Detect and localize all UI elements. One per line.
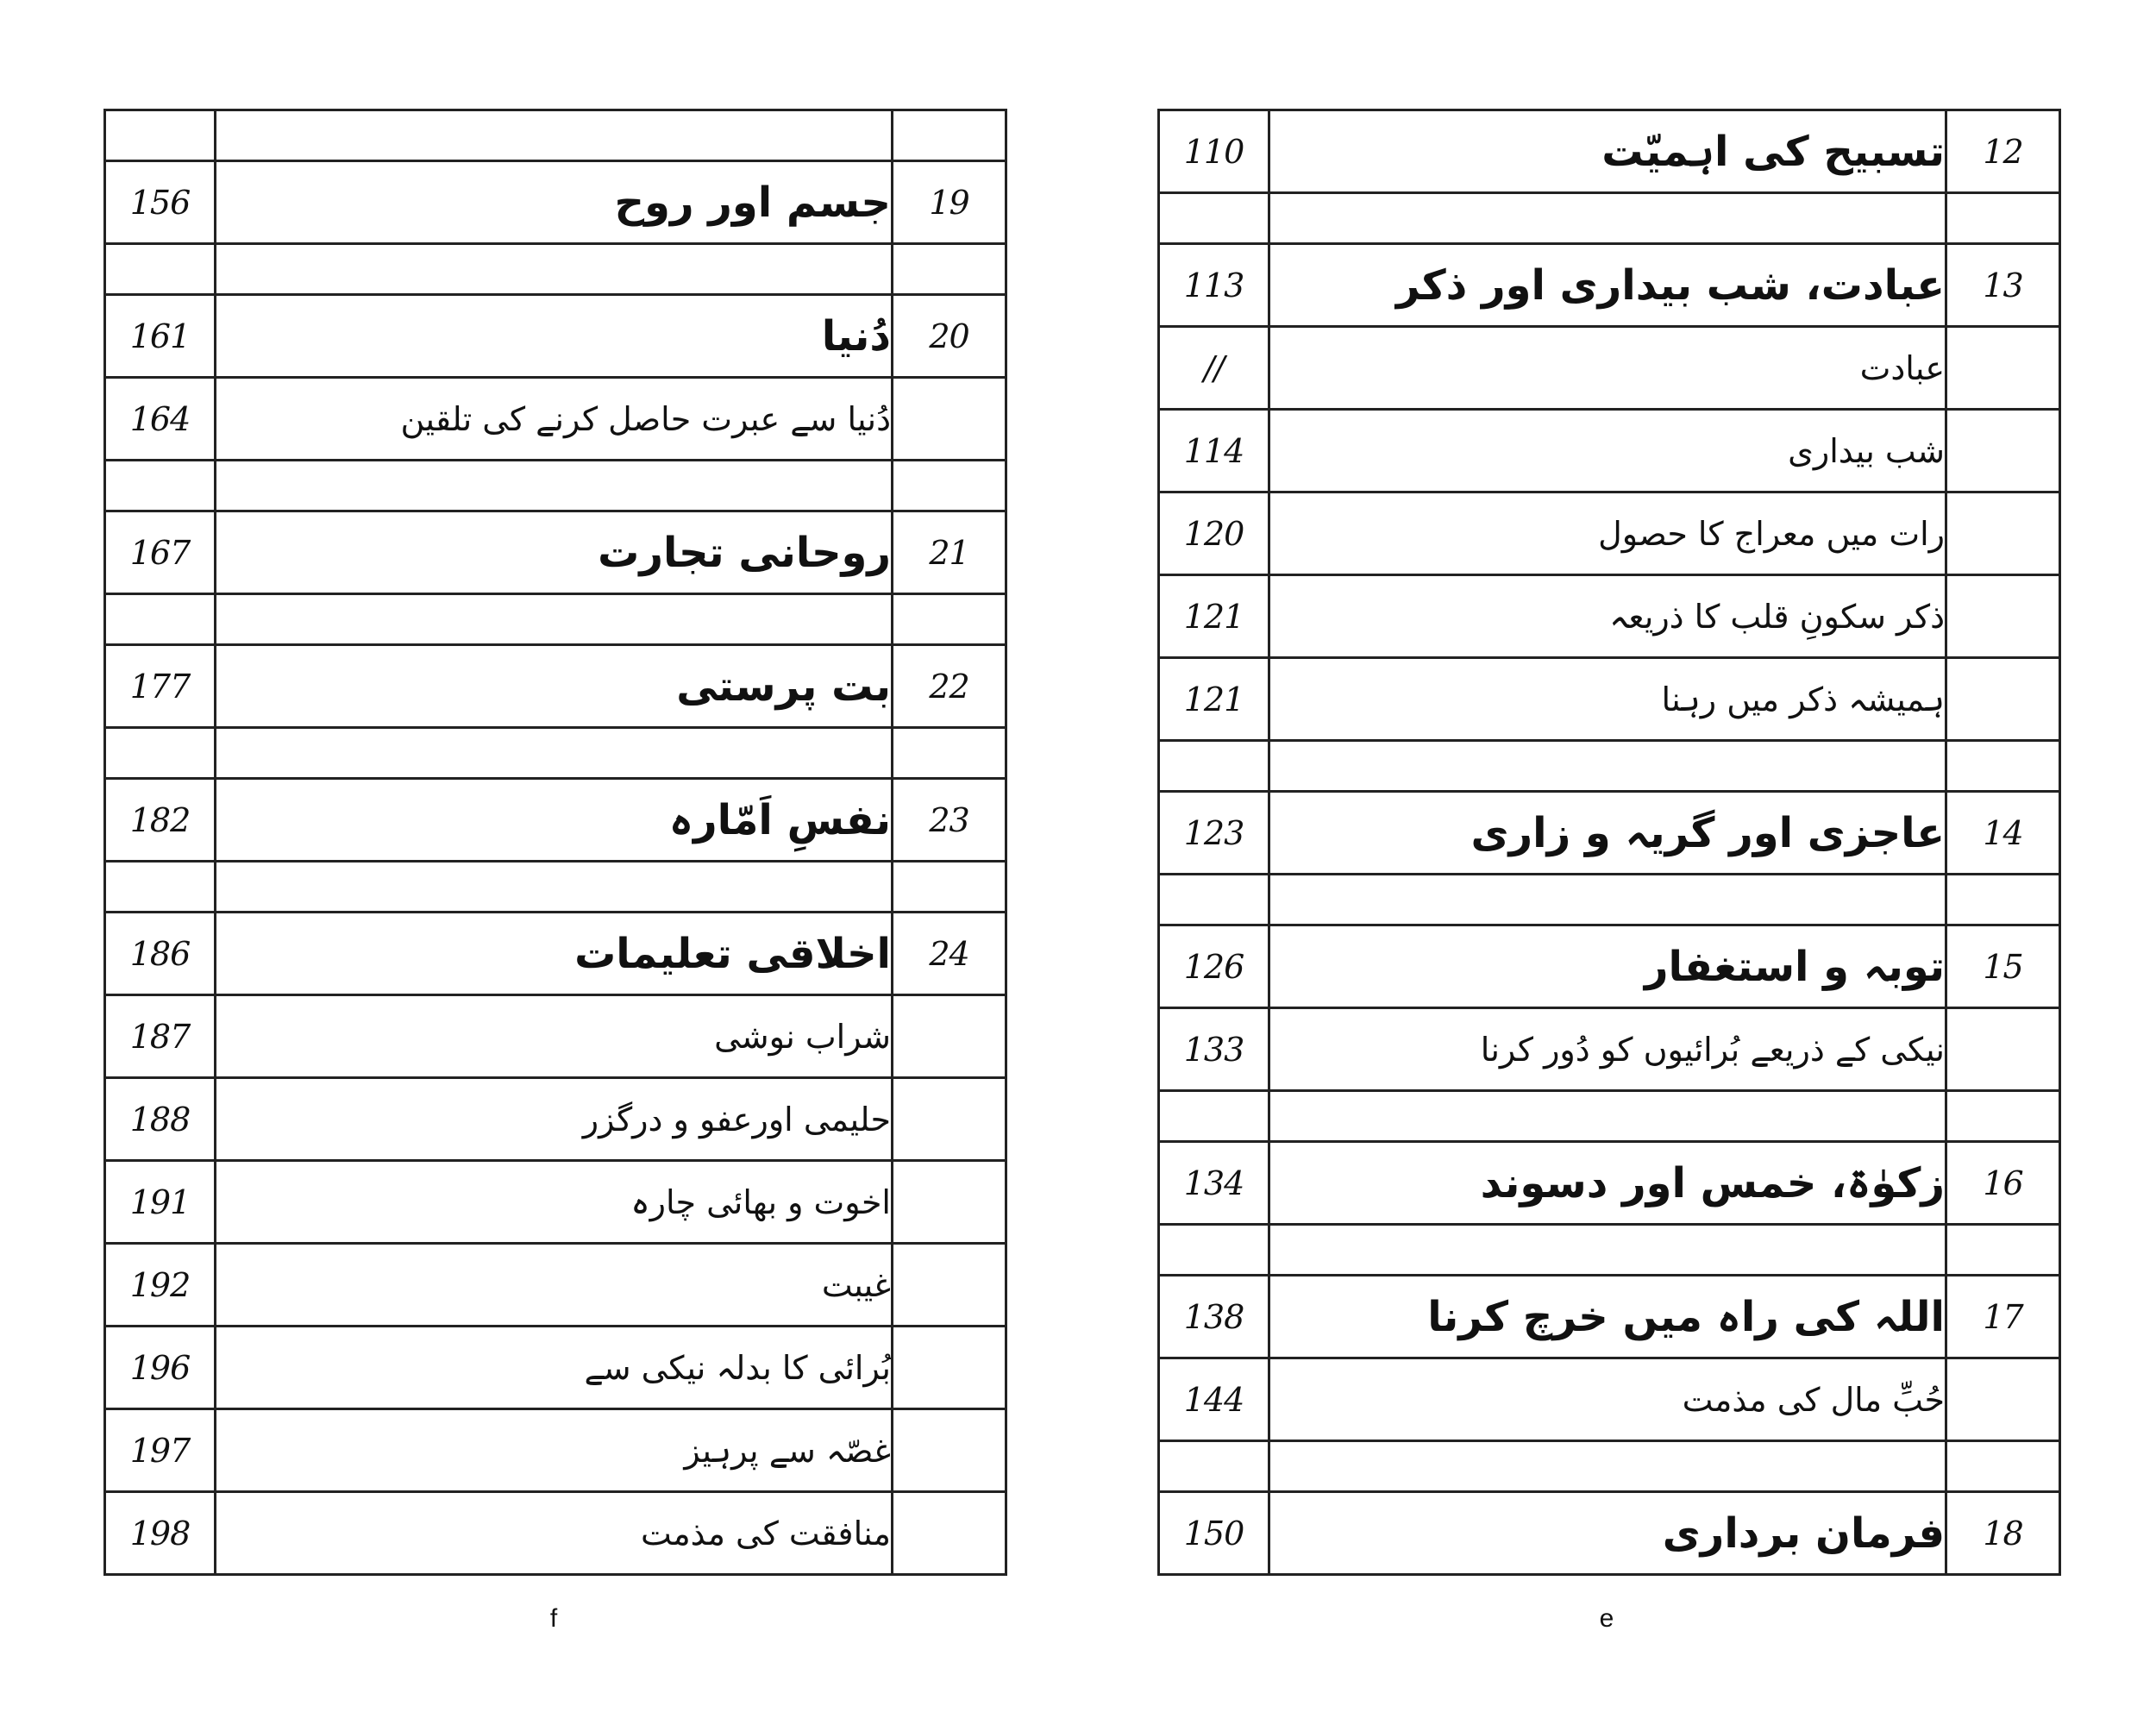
chapter-number: 13 bbox=[1946, 244, 2060, 327]
page-footer-letter-left: f bbox=[549, 1604, 558, 1633]
chapter-row bbox=[1159, 1142, 2060, 1225]
chapter-number bbox=[1946, 410, 2060, 492]
section-title bbox=[216, 594, 893, 645]
page-number: // bbox=[1159, 327, 1269, 410]
section-title: حلیمی اورعفو و درگزر bbox=[216, 1078, 893, 1161]
chapter-number bbox=[893, 1492, 1006, 1575]
section-title: بُرائی کا بدلہ نیکی سے bbox=[216, 1327, 893, 1409]
chapter-number bbox=[1946, 1358, 2060, 1441]
chapter-row bbox=[105, 913, 1006, 995]
chapter-number bbox=[1946, 327, 2060, 410]
chapter-number bbox=[1946, 492, 2060, 575]
chapter-title: تسبیح کی اہمیّت bbox=[1269, 110, 1946, 193]
section-row bbox=[105, 1161, 1006, 1244]
chapter-number bbox=[1946, 1441, 2060, 1492]
chapter-number: 23 bbox=[893, 779, 1006, 862]
section-row bbox=[105, 1078, 1006, 1161]
spacer-row bbox=[105, 728, 1006, 779]
chapter-number bbox=[893, 1409, 1006, 1492]
toc-page-left bbox=[103, 109, 1005, 1576]
chapter-number bbox=[1946, 658, 2060, 741]
section-title: ذکر سکونِ قلب کا ذریعہ bbox=[1269, 575, 1946, 658]
toc-page-right bbox=[1157, 109, 2059, 1576]
page-number bbox=[105, 594, 216, 645]
section-title bbox=[1269, 1091, 1946, 1142]
page-number: 188 bbox=[105, 1078, 216, 1161]
chapter-number bbox=[1946, 741, 2060, 792]
page-number: 197 bbox=[105, 1409, 216, 1492]
section-title: شب بیداری bbox=[1269, 410, 1946, 492]
chapter-row bbox=[1159, 1276, 2060, 1358]
toc-table-right bbox=[1157, 109, 2061, 1576]
chapter-title: توبہ و استغفار bbox=[1269, 925, 1946, 1008]
spacer-row bbox=[1159, 1225, 2060, 1276]
chapter-number bbox=[893, 1161, 1006, 1244]
chapter-row bbox=[1159, 1492, 2060, 1575]
chapter-row bbox=[1159, 244, 2060, 327]
chapter-title: زکوٰۃ، خمس اور دسوند bbox=[1269, 1142, 1946, 1225]
page-number: 126 bbox=[1159, 925, 1269, 1008]
section-row bbox=[1159, 575, 2060, 658]
chapter-number bbox=[1946, 875, 2060, 925]
page-number bbox=[105, 461, 216, 511]
section-row bbox=[1159, 327, 2060, 410]
chapter-number: 15 bbox=[1946, 925, 2060, 1008]
section-row bbox=[105, 995, 1006, 1078]
chapter-title: روحانی تجارت bbox=[216, 511, 893, 594]
chapter-number: 24 bbox=[893, 913, 1006, 995]
page-number: 182 bbox=[105, 779, 216, 862]
chapter-row bbox=[1159, 110, 2060, 193]
page-number: 144 bbox=[1159, 1358, 1269, 1441]
chapter-number bbox=[1946, 1008, 2060, 1091]
section-title: اخوت و بھائی چارہ bbox=[216, 1161, 893, 1244]
chapter-number: 12 bbox=[1946, 110, 2060, 193]
chapter-number: 21 bbox=[893, 511, 1006, 594]
page-number: 187 bbox=[105, 995, 216, 1078]
page-number bbox=[1159, 741, 1269, 792]
section-row bbox=[105, 1327, 1006, 1409]
section-row bbox=[105, 1244, 1006, 1327]
page-number bbox=[1159, 193, 1269, 244]
section-title: غیبت bbox=[216, 1244, 893, 1327]
section-title: دُنیا سے عبرت حاصل کرنے کی تلقین bbox=[216, 378, 893, 461]
spacer-row bbox=[1159, 1091, 2060, 1142]
chapter-number bbox=[893, 378, 1006, 461]
spacer-row bbox=[1159, 193, 2060, 244]
chapter-number: 16 bbox=[1946, 1142, 2060, 1225]
spacer-row bbox=[105, 461, 1006, 511]
spacer-row bbox=[105, 244, 1006, 295]
page-number bbox=[105, 862, 216, 913]
section-title: عبادت bbox=[1269, 327, 1946, 410]
chapter-row bbox=[1159, 792, 2060, 875]
page-number: 164 bbox=[105, 378, 216, 461]
spacer-row bbox=[1159, 875, 2060, 925]
section-title bbox=[1269, 741, 1946, 792]
chapter-number bbox=[893, 995, 1006, 1078]
page-number: 156 bbox=[105, 161, 216, 244]
chapter-number bbox=[893, 862, 1006, 913]
chapter-row bbox=[105, 511, 1006, 594]
page-number bbox=[1159, 1225, 1269, 1276]
page-number: 198 bbox=[105, 1492, 216, 1575]
section-row bbox=[1159, 1008, 2060, 1091]
chapter-number: 14 bbox=[1946, 792, 2060, 875]
section-title bbox=[1269, 1225, 1946, 1276]
chapter-title: نفسِ اَمّارہ bbox=[216, 779, 893, 862]
section-title: حُبِّ مال کی مذمت bbox=[1269, 1358, 1946, 1441]
page-number bbox=[105, 110, 216, 161]
section-row bbox=[105, 1409, 1006, 1492]
page-number: 186 bbox=[105, 913, 216, 995]
spacer-row bbox=[1159, 1441, 2060, 1492]
page-number: 167 bbox=[105, 511, 216, 594]
section-title bbox=[1269, 875, 1946, 925]
chapter-row bbox=[105, 295, 1006, 378]
chapter-number bbox=[1946, 575, 2060, 658]
page-footer-letter-right: e bbox=[1599, 1604, 1614, 1633]
chapter-title: اخلاقی تعلیمات bbox=[216, 913, 893, 995]
chapter-number: 20 bbox=[893, 295, 1006, 378]
page-number: 121 bbox=[1159, 575, 1269, 658]
section-title: نیکی کے ذریعے بُرائیوں کو دُور کرنا bbox=[1269, 1008, 1946, 1091]
page-number: 177 bbox=[105, 645, 216, 728]
spacer-row bbox=[105, 110, 1006, 161]
section-title: ہمیشہ ذکر میں رہنا bbox=[1269, 658, 1946, 741]
chapter-number bbox=[893, 461, 1006, 511]
page-number: 138 bbox=[1159, 1276, 1269, 1358]
section-row bbox=[1159, 1358, 2060, 1441]
section-row bbox=[1159, 410, 2060, 492]
chapter-number bbox=[893, 1078, 1006, 1161]
page-number: 120 bbox=[1159, 492, 1269, 575]
chapter-title: اللہ کی راہ میں خرچ کرنا bbox=[1269, 1276, 1946, 1358]
chapter-number: 17 bbox=[1946, 1276, 2060, 1358]
page-number: 196 bbox=[105, 1327, 216, 1409]
chapter-row bbox=[105, 645, 1006, 728]
page-number: 150 bbox=[1159, 1492, 1269, 1575]
section-title bbox=[216, 862, 893, 913]
page-number: 133 bbox=[1159, 1008, 1269, 1091]
chapter-number bbox=[893, 110, 1006, 161]
section-row bbox=[105, 1492, 1006, 1575]
chapter-title: عبادت، شب بیداری اور ذکر bbox=[1269, 244, 1946, 327]
chapter-title: فرمان برداری bbox=[1269, 1492, 1946, 1575]
chapter-number: 18 bbox=[1946, 1492, 2060, 1575]
chapter-number: 19 bbox=[893, 161, 1006, 244]
page-number: 114 bbox=[1159, 410, 1269, 492]
chapter-number bbox=[893, 594, 1006, 645]
toc-table-left bbox=[103, 109, 1007, 1576]
page-number bbox=[105, 728, 216, 779]
section-title bbox=[1269, 1441, 1946, 1492]
chapter-number bbox=[893, 1244, 1006, 1327]
page-number bbox=[105, 244, 216, 295]
chapter-row bbox=[1159, 925, 2060, 1008]
page-number: 134 bbox=[1159, 1142, 1269, 1225]
section-title: غصّہ سے پرہیز bbox=[216, 1409, 893, 1492]
section-row bbox=[1159, 492, 2060, 575]
section-title: شراب نوشی bbox=[216, 995, 893, 1078]
chapter-row bbox=[105, 779, 1006, 862]
chapter-number bbox=[1946, 1091, 2060, 1142]
chapter-title: دُنیا bbox=[216, 295, 893, 378]
chapter-number bbox=[893, 244, 1006, 295]
chapter-row bbox=[105, 161, 1006, 244]
page-number bbox=[1159, 875, 1269, 925]
page-number: 191 bbox=[105, 1161, 216, 1244]
section-row bbox=[105, 378, 1006, 461]
section-title: رات میں معراج کا حصول bbox=[1269, 492, 1946, 575]
spacer-row bbox=[105, 594, 1006, 645]
chapter-number: 22 bbox=[893, 645, 1006, 728]
section-title bbox=[1269, 193, 1946, 244]
chapter-title: عاجزی اور گریہ و زاری bbox=[1269, 792, 1946, 875]
page-number: 113 bbox=[1159, 244, 1269, 327]
chapter-number bbox=[893, 728, 1006, 779]
section-title bbox=[216, 728, 893, 779]
chapter-number bbox=[893, 1327, 1006, 1409]
chapter-title: بت پرستی bbox=[216, 645, 893, 728]
section-row bbox=[1159, 658, 2060, 741]
chapter-number bbox=[1946, 193, 2060, 244]
section-title bbox=[216, 461, 893, 511]
section-title bbox=[216, 244, 893, 295]
chapter-title: جسم اور روح bbox=[216, 161, 893, 244]
section-title bbox=[216, 110, 893, 161]
section-title: منافقت کی مذمت bbox=[216, 1492, 893, 1575]
page-number: 161 bbox=[105, 295, 216, 378]
page-number bbox=[1159, 1091, 1269, 1142]
page-number: 192 bbox=[105, 1244, 216, 1327]
page-number bbox=[1159, 1441, 1269, 1492]
page-number: 123 bbox=[1159, 792, 1269, 875]
spacer-row bbox=[105, 862, 1006, 913]
spacer-row bbox=[1159, 741, 2060, 792]
page-number: 110 bbox=[1159, 110, 1269, 193]
chapter-number bbox=[1946, 1225, 2060, 1276]
page-number: 121 bbox=[1159, 658, 1269, 741]
